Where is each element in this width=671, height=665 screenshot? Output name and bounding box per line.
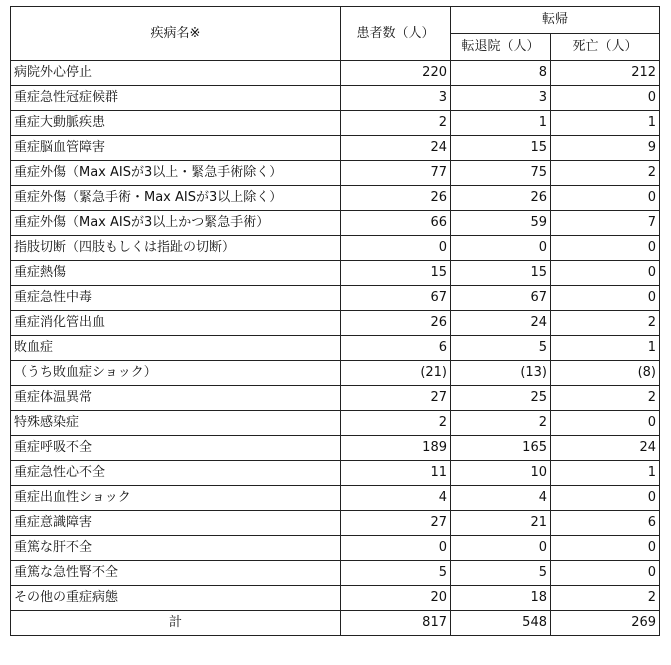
table-footer	[11, 611, 660, 636]
patients-cell: 20	[341, 586, 451, 611]
deaths-cell: 212	[551, 61, 660, 86]
patients-cell: 0	[341, 236, 451, 261]
disease-name-cell: 重症意識障害	[11, 511, 341, 536]
patients-cell: 24	[341, 136, 451, 161]
discharged-cell: 2	[451, 411, 551, 436]
disease-name-cell: その他の重症病態	[11, 586, 341, 611]
table-row	[11, 411, 660, 436]
deaths-cell: 0	[551, 261, 660, 286]
table-header	[11, 7, 660, 61]
table-row	[11, 286, 660, 311]
discharged-cell: 24	[451, 311, 551, 336]
disease-name-cell: 重症外傷（緊急手術・Max AISが3以上除く）	[11, 186, 341, 211]
table-row	[11, 311, 660, 336]
disease-name-cell: （うち敗血症ショック）	[11, 361, 341, 386]
header-outcome: 転帰	[451, 7, 660, 34]
patients-cell: 67	[341, 286, 451, 311]
discharged-cell: 1	[451, 111, 551, 136]
disease-name-cell: 重症出血性ショック	[11, 486, 341, 511]
deaths-cell: 1	[551, 461, 660, 486]
disease-name-cell: 病院外心停止	[11, 61, 341, 86]
discharged-cell: 165	[451, 436, 551, 461]
disease-name-cell: 重症呼吸不全	[11, 436, 341, 461]
table-row	[11, 511, 660, 536]
header-disease: 疾病名※	[11, 7, 341, 61]
deaths-cell: 1	[551, 111, 660, 136]
disease-name-cell: 重症大動脈疾患	[11, 111, 341, 136]
table-row	[11, 211, 660, 236]
table-row	[11, 186, 660, 211]
table-row	[11, 586, 660, 611]
deaths-cell: (8)	[551, 361, 660, 386]
discharged-cell: 67	[451, 286, 551, 311]
deaths-cell: 9	[551, 136, 660, 161]
table-row	[11, 536, 660, 561]
deaths-cell: 6	[551, 511, 660, 536]
discharged-cell: 15	[451, 136, 551, 161]
disease-name-cell: 重症熱傷	[11, 261, 341, 286]
table-row	[11, 111, 660, 136]
table-row	[11, 86, 660, 111]
table-container	[10, 6, 660, 636]
deaths-cell: 2	[551, 586, 660, 611]
deaths-cell: 1	[551, 336, 660, 361]
deaths-cell: 0	[551, 561, 660, 586]
patients-cell: 77	[341, 161, 451, 186]
deaths-cell: 0	[551, 186, 660, 211]
disease-name-cell: 重症外傷（Max AISが3以上・緊急手術除く）	[11, 161, 341, 186]
deaths-cell: 0	[551, 411, 660, 436]
header-patients: 患者数（人）	[341, 7, 451, 61]
deaths-cell: 2	[551, 311, 660, 336]
deaths-cell: 0	[551, 286, 660, 311]
discharged-cell: 25	[451, 386, 551, 411]
table-row	[11, 61, 660, 86]
disease-name-cell: 特殊感染症	[11, 411, 341, 436]
deaths-cell: 2	[551, 386, 660, 411]
discharged-cell: 8	[451, 61, 551, 86]
header-discharged: 転退院（人）	[451, 34, 551, 61]
patients-cell: 3	[341, 86, 451, 111]
disease-name-cell: 重症消化管出血	[11, 311, 341, 336]
patients-cell: (21)	[341, 361, 451, 386]
deaths-cell: 0	[551, 536, 660, 561]
total-patients: 817	[341, 611, 451, 636]
disease-name-cell: 重篤な急性腎不全	[11, 561, 341, 586]
discharged-cell: 18	[451, 586, 551, 611]
disease-name-cell: 指肢切断（四肢もしくは指趾の切断）	[11, 236, 341, 261]
total-discharged: 548	[451, 611, 551, 636]
patients-cell: 26	[341, 311, 451, 336]
patients-cell: 189	[341, 436, 451, 461]
discharged-cell: 10	[451, 461, 551, 486]
patients-cell: 4	[341, 486, 451, 511]
patients-cell: 2	[341, 411, 451, 436]
total-deaths: 269	[551, 611, 660, 636]
discharged-cell: (13)	[451, 361, 551, 386]
discharged-cell: 4	[451, 486, 551, 511]
deaths-cell: 24	[551, 436, 660, 461]
deaths-cell: 2	[551, 161, 660, 186]
total-label: 計	[11, 611, 341, 636]
discharged-cell: 3	[451, 86, 551, 111]
discharged-cell: 15	[451, 261, 551, 286]
discharged-cell: 0	[451, 536, 551, 561]
disease-name-cell: 重篤な肝不全	[11, 536, 341, 561]
discharged-cell: 5	[451, 336, 551, 361]
header-deaths: 死亡（人）	[551, 34, 660, 61]
discharged-cell: 75	[451, 161, 551, 186]
table-row	[11, 236, 660, 261]
total-row	[11, 611, 660, 636]
patients-cell: 0	[341, 536, 451, 561]
disease-name-cell: 重症急性冠症候群	[11, 86, 341, 111]
patients-cell: 2	[341, 111, 451, 136]
table-row	[11, 386, 660, 411]
table-row	[11, 436, 660, 461]
table-row	[11, 161, 660, 186]
deaths-cell: 0	[551, 236, 660, 261]
table-row	[11, 361, 660, 386]
patients-cell: 27	[341, 511, 451, 536]
table-body	[11, 61, 660, 611]
discharged-cell: 26	[451, 186, 551, 211]
disease-name-cell: 重症体温異常	[11, 386, 341, 411]
discharged-cell: 59	[451, 211, 551, 236]
patients-cell: 27	[341, 386, 451, 411]
table-row	[11, 561, 660, 586]
patients-cell: 26	[341, 186, 451, 211]
table-row	[11, 486, 660, 511]
patients-cell: 66	[341, 211, 451, 236]
patients-cell: 11	[341, 461, 451, 486]
patients-cell: 6	[341, 336, 451, 361]
table-row	[11, 336, 660, 361]
table-row	[11, 136, 660, 161]
disease-name-cell: 重症急性心不全	[11, 461, 341, 486]
disease-outcome-table	[10, 6, 660, 636]
deaths-cell: 0	[551, 486, 660, 511]
patients-cell: 5	[341, 561, 451, 586]
deaths-cell: 7	[551, 211, 660, 236]
disease-name-cell: 重症急性中毒	[11, 286, 341, 311]
disease-name-cell: 重症外傷（Max AISが3以上かつ緊急手術）	[11, 211, 341, 236]
discharged-cell: 5	[451, 561, 551, 586]
discharged-cell: 21	[451, 511, 551, 536]
table-row	[11, 461, 660, 486]
deaths-cell: 0	[551, 86, 660, 111]
discharged-cell: 0	[451, 236, 551, 261]
patients-cell: 15	[341, 261, 451, 286]
disease-name-cell: 敗血症	[11, 336, 341, 361]
table-row	[11, 261, 660, 286]
patients-cell: 220	[341, 61, 451, 86]
disease-name-cell: 重症脳血管障害	[11, 136, 341, 161]
